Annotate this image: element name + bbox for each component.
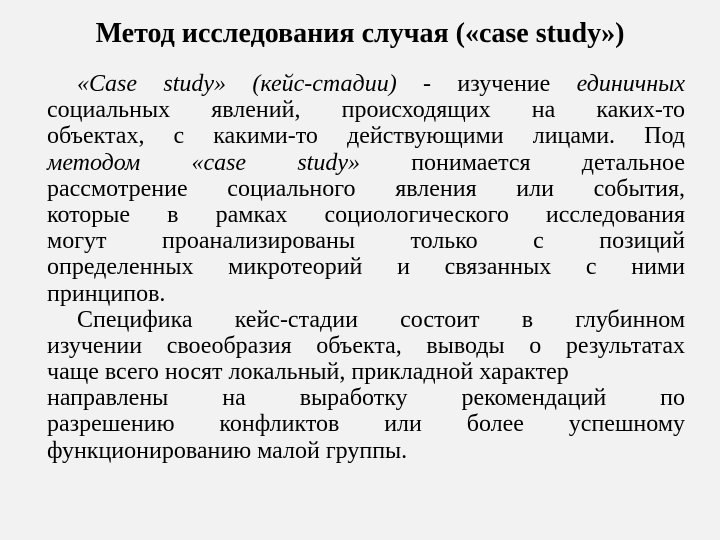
text-line xyxy=(47,281,685,307)
text-segment: которые в рамках социологического исследования xyxy=(47,201,685,228)
italic-text-segment: «Case study» (кейс-стадии) xyxy=(77,71,397,97)
italic-text-segment: методом «case study» xyxy=(47,149,360,176)
text-line xyxy=(47,71,685,97)
text-segment: принципов. xyxy=(47,280,166,307)
text-line xyxy=(47,438,685,464)
text-line xyxy=(47,176,685,202)
italic-text-segment: единичных xyxy=(576,71,686,97)
text-line xyxy=(47,307,685,333)
text-segment: изучении своеобразия объекта, выводы о результатах xyxy=(47,332,685,359)
text-line xyxy=(47,359,685,385)
text-line xyxy=(47,123,685,149)
text-line xyxy=(47,385,685,411)
slide-body-text xyxy=(47,71,685,464)
text-line xyxy=(47,97,685,123)
text-segment: Специфика кейс-стадии состоит в глубинном xyxy=(77,306,685,333)
text-segment: определенных микротеорий и связанных с ними xyxy=(47,254,685,281)
slide-title: Метод исследования случая («case study») xyxy=(95,18,625,49)
text-segment: направлены на выработку рекомендаций по xyxy=(47,385,685,412)
text-segment: могут проанализированы только с позиций xyxy=(47,228,685,255)
text-segment: разрешению конфликтов или более успешному xyxy=(47,411,685,438)
text-segment: рассмотрение социального явления или события, xyxy=(47,175,685,202)
text-segment: - изучение xyxy=(396,71,577,97)
text-line xyxy=(47,150,685,176)
text-segment: понимается детальное xyxy=(359,149,685,176)
text-segment: чаще всего носят локальный, прикладной характер xyxy=(47,359,569,386)
text-line xyxy=(47,202,685,228)
text-line xyxy=(47,411,685,437)
text-line xyxy=(47,333,685,359)
text-line xyxy=(47,254,685,280)
text-segment: функционированию малой группы. xyxy=(47,437,408,464)
text-line xyxy=(47,228,685,254)
text-segment: объектах, с какими-то действующими лицами. Под xyxy=(47,123,685,150)
text-segment: социальных явлений, происходящих на каких-то xyxy=(47,97,685,124)
